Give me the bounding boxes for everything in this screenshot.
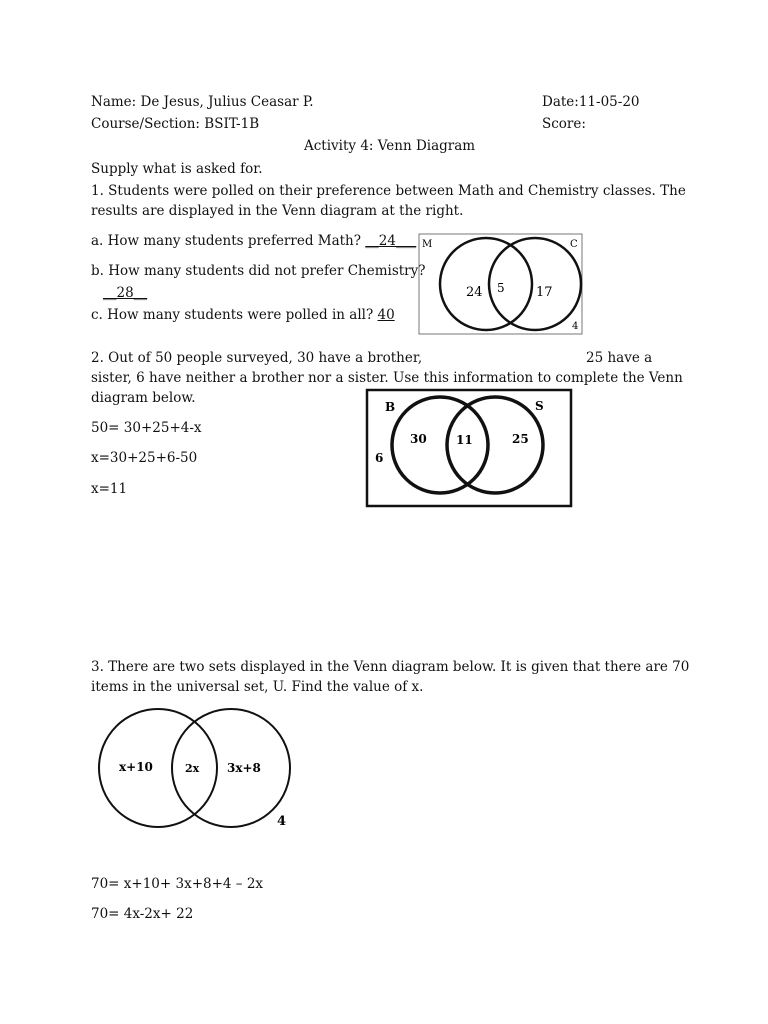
q3-venn-right-value: 3x+8: [227, 761, 261, 775]
q3-line2: items in the universal set, U. Find the value of x.: [91, 679, 424, 695]
q3-line1: 3. There are two sets displayed in the Venn diagram below. It is given that there are 70: [91, 659, 690, 675]
q2-work-line: x=30+25+6-50: [91, 450, 198, 466]
q2-line1a: 2. Out of 50 people surveyed, 30 have a brother,: [91, 350, 423, 366]
q1-venn-middle-value: 5: [497, 281, 505, 295]
q2-venn-middle-value: 11: [456, 433, 473, 447]
q2-line2: sister, 6 have neither a brother nor a sister. Use this information to complete the Venn: [91, 370, 683, 386]
q1-venn-right-value: 17: [536, 285, 553, 300]
q3-work-line: 70= 4x-2x+ 22: [91, 906, 194, 922]
q1-a-text: a. How many students preferred Math?: [91, 233, 361, 249]
q2-line1b: 25 have a: [586, 350, 653, 366]
q3-venn-circle-left: [99, 709, 217, 827]
q3-venn-outside-value: 4: [277, 814, 287, 829]
q1-venn-label-c: C: [570, 239, 578, 250]
q2-line3: diagram below.: [91, 390, 196, 406]
q1-line2: results are displayed in the Venn diagram at the right.: [91, 203, 464, 219]
q2-work-line: x=11: [91, 481, 128, 497]
q1-c: [91, 307, 395, 323]
q3-work-line: 70= x+10+ 3x+8+4 – 2x: [91, 876, 264, 892]
q1-venn-diagram: [418, 233, 585, 336]
q1-a-answer: __24___: [365, 233, 417, 249]
instructions: Supply what is asked for.: [91, 161, 263, 177]
student-name: Name: De Jesus, Julius Ceasar P.: [91, 94, 314, 110]
q1-c-text: c. How many students were polled in all?: [91, 307, 374, 323]
q2-venn-outside-value: 6: [375, 451, 384, 465]
q2-venn-circle-brother: [392, 397, 488, 493]
q1-c-answer: 40: [377, 307, 395, 323]
q2-venn-label-b: B: [385, 400, 396, 414]
q3-venn-diagram: [90, 706, 300, 832]
q2-venn-left-value: 30: [410, 432, 427, 446]
q2-venn-diagram: [365, 388, 575, 509]
q1-venn-label-m: M: [422, 239, 433, 250]
course-section: Course/Section: BSIT-1B: [91, 116, 260, 132]
q1-venn-outside-value: 4: [572, 321, 579, 332]
q1-line1: 1. Students were polled on their preference between Math and Chemistry classes. The: [91, 183, 686, 199]
date: Date:11-05-20: [542, 94, 640, 110]
q3-venn-middle-value: 2x: [185, 762, 200, 775]
q2-work-line: 50= 30+25+4-x: [91, 420, 202, 436]
q1-a: [91, 233, 416, 249]
page-title: Activity 4: Venn Diagram: [304, 138, 476, 154]
q1-venn-left-value: 24: [466, 285, 483, 300]
q1-b-text: b. How many students did not prefer Chemistry?: [91, 263, 426, 279]
score: Score:: [542, 116, 586, 132]
q2-venn-right-value: 25: [512, 432, 529, 446]
q1-venn-circle-math: [440, 238, 532, 330]
q1-b-answer: __28__: [103, 285, 148, 301]
q3-venn-left-value: x+10: [119, 760, 153, 774]
q2-venn-label-s: S: [535, 399, 544, 413]
